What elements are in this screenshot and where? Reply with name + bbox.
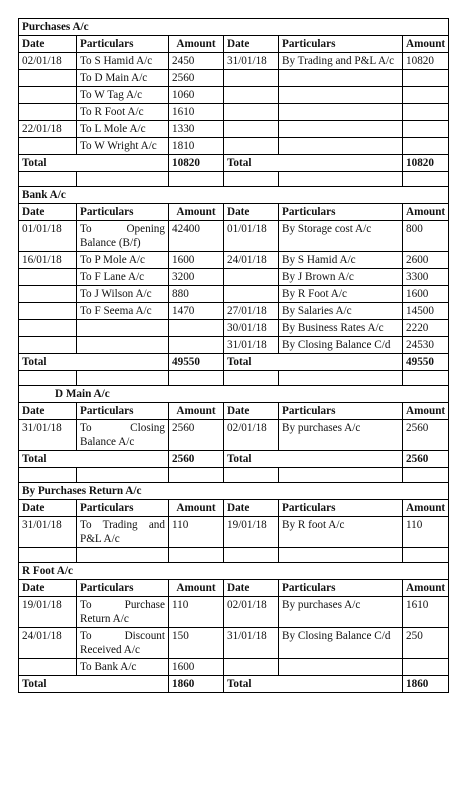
cell-amount: 2450	[169, 53, 224, 70]
cell-date	[19, 303, 77, 320]
cell-date: 30/01/18	[224, 320, 279, 337]
column-header-particulars: Particulars	[77, 500, 169, 517]
spacer-cell	[19, 468, 77, 483]
cell-amount	[403, 70, 449, 87]
cell-date: 01/01/18	[19, 221, 77, 252]
cell-date	[224, 659, 279, 676]
column-header-date: Date	[224, 36, 279, 53]
cell-date: 19/01/18	[19, 597, 77, 628]
cell-particulars: By R foot A/c	[279, 517, 403, 548]
spacer-cell	[279, 172, 403, 187]
cell-date	[19, 286, 77, 303]
cell-amount: 1060	[169, 87, 224, 104]
total-credit-amount: 1860	[403, 676, 449, 693]
cell-particulars: To F Lane A/c	[77, 269, 169, 286]
ledger-row	[19, 303, 449, 320]
total-row	[19, 451, 449, 468]
cell-particulars: By R Foot A/c	[279, 286, 403, 303]
cell-particulars: To W Tag A/c	[77, 87, 169, 104]
total-label: Total	[224, 155, 403, 172]
cell-date: 19/01/18	[224, 517, 279, 548]
account-title: D Main A/c	[19, 386, 449, 403]
cell-date	[19, 320, 77, 337]
cell-amount: 1810	[169, 138, 224, 155]
cell-particulars: By Business Rates A/c	[279, 320, 403, 337]
cell-date	[224, 70, 279, 87]
cell-particulars: To S Hamid A/c	[77, 53, 169, 70]
column-header-date: Date	[224, 204, 279, 221]
spacer-row	[19, 172, 449, 187]
column-header-amount: Amount	[169, 36, 224, 53]
cell-particulars	[77, 337, 169, 354]
column-header-particulars: Particulars	[279, 204, 403, 221]
cell-amount: 110	[403, 517, 449, 548]
cell-particulars: To Opening Balance (B/f)	[77, 221, 169, 252]
cell-date: 24/01/18	[19, 628, 77, 659]
cell-amount: 3300	[403, 269, 449, 286]
column-header-date: Date	[224, 500, 279, 517]
column-header-date: Date	[224, 403, 279, 420]
ledger-table	[18, 18, 449, 693]
ledger-body	[19, 19, 449, 693]
spacer-cell	[169, 371, 224, 386]
cell-amount: 24530	[403, 337, 449, 354]
column-header-amount: Amount	[169, 580, 224, 597]
cell-amount	[403, 104, 449, 121]
cell-particulars: To R Foot A/c	[77, 104, 169, 121]
cell-particulars: To Purchase Return A/c	[77, 597, 169, 628]
spacer-cell	[169, 468, 224, 483]
spacer-cell	[77, 468, 169, 483]
cell-particulars: To Discount Received A/c	[77, 628, 169, 659]
cell-particulars: To W Wright A/c	[77, 138, 169, 155]
column-header-amount: Amount	[403, 36, 449, 53]
column-header-amount: Amount	[403, 580, 449, 597]
ledger-row	[19, 628, 449, 659]
cell-date	[19, 87, 77, 104]
cell-amount: 250	[403, 628, 449, 659]
spacer-row	[19, 468, 449, 483]
column-header-date: Date	[19, 500, 77, 517]
total-label: Total	[19, 451, 169, 468]
total-credit-amount: 49550	[403, 354, 449, 371]
cell-date: 27/01/18	[224, 303, 279, 320]
total-debit-amount: 1860	[169, 676, 224, 693]
cell-date: 31/01/18	[224, 337, 279, 354]
total-label: Total	[19, 354, 169, 371]
spacer-cell	[403, 371, 449, 386]
cell-amount	[403, 659, 449, 676]
column-header-row	[19, 204, 449, 221]
ledger-row	[19, 70, 449, 87]
spacer-cell	[19, 548, 77, 563]
column-header-amount: Amount	[403, 403, 449, 420]
cell-particulars	[279, 659, 403, 676]
total-debit-amount: 49550	[169, 354, 224, 371]
ledger-row	[19, 597, 449, 628]
account-title: Purchases A/c	[19, 19, 449, 36]
column-header-particulars: Particulars	[279, 500, 403, 517]
column-header-date: Date	[19, 36, 77, 53]
column-header-date: Date	[224, 580, 279, 597]
cell-amount: 800	[403, 221, 449, 252]
account-title: Bank A/c	[19, 187, 449, 204]
cell-date	[224, 104, 279, 121]
cell-particulars	[279, 138, 403, 155]
cell-particulars: To P Mole A/c	[77, 252, 169, 269]
ledger-row	[19, 121, 449, 138]
cell-date	[19, 269, 77, 286]
total-debit-amount: 2560	[169, 451, 224, 468]
ledger-row	[19, 269, 449, 286]
total-label: Total	[19, 155, 169, 172]
cell-amount: 110	[169, 597, 224, 628]
spacer-cell	[77, 548, 169, 563]
spacer-cell	[279, 371, 403, 386]
cell-date: 02/01/18	[224, 420, 279, 451]
cell-amount: 880	[169, 286, 224, 303]
spacer-row	[19, 371, 449, 386]
cell-particulars	[77, 320, 169, 337]
total-label: Total	[224, 451, 403, 468]
cell-date	[224, 121, 279, 138]
column-header-particulars: Particulars	[279, 403, 403, 420]
column-header-date: Date	[19, 580, 77, 597]
cell-date	[19, 70, 77, 87]
cell-date	[224, 87, 279, 104]
cell-amount: 2600	[403, 252, 449, 269]
cell-amount: 1600	[169, 252, 224, 269]
column-header-amount: Amount	[403, 204, 449, 221]
cell-amount: 3200	[169, 269, 224, 286]
spacer-cell	[77, 172, 169, 187]
cell-date: 16/01/18	[19, 252, 77, 269]
column-header-particulars: Particulars	[279, 36, 403, 53]
spacer-cell	[77, 371, 169, 386]
column-header-row	[19, 580, 449, 597]
cell-particulars: By J Brown A/c	[279, 269, 403, 286]
account-title: R Foot A/c	[19, 563, 449, 580]
cell-date	[224, 269, 279, 286]
cell-date: 31/01/18	[224, 628, 279, 659]
cell-date	[19, 337, 77, 354]
cell-date	[19, 104, 77, 121]
cell-amount	[403, 138, 449, 155]
column-header-row	[19, 500, 449, 517]
account-title-row	[19, 187, 449, 204]
spacer-cell	[224, 172, 279, 187]
cell-particulars: By Storage cost A/c	[279, 221, 403, 252]
cell-amount	[403, 87, 449, 104]
ledger-row	[19, 286, 449, 303]
cell-particulars: By purchases A/c	[279, 420, 403, 451]
spacer-cell	[224, 548, 279, 563]
total-label: Total	[224, 354, 403, 371]
cell-particulars: To J Wilson A/c	[77, 286, 169, 303]
column-header-amount: Amount	[403, 500, 449, 517]
account-title-row	[19, 483, 449, 500]
ledger-row	[19, 337, 449, 354]
account-title-row	[19, 19, 449, 36]
ledger-row	[19, 53, 449, 70]
cell-particulars: By S Hamid A/c	[279, 252, 403, 269]
cell-amount: 1600	[169, 659, 224, 676]
cell-particulars: To D Main A/c	[77, 70, 169, 87]
cell-amount: 42400	[169, 221, 224, 252]
total-row	[19, 354, 449, 371]
ledger-row	[19, 252, 449, 269]
total-credit-amount: 2560	[403, 451, 449, 468]
cell-date: 02/01/18	[224, 597, 279, 628]
total-label: Total	[19, 676, 169, 693]
cell-amount: 14500	[403, 303, 449, 320]
cell-amount	[169, 337, 224, 354]
cell-date: 24/01/18	[224, 252, 279, 269]
column-header-amount: Amount	[169, 500, 224, 517]
column-header-amount: Amount	[169, 204, 224, 221]
cell-amount: 1470	[169, 303, 224, 320]
total-row	[19, 676, 449, 693]
cell-amount	[403, 121, 449, 138]
cell-date	[224, 138, 279, 155]
cell-particulars: By Salaries A/c	[279, 303, 403, 320]
cell-particulars	[279, 87, 403, 104]
column-header-date: Date	[19, 204, 77, 221]
spacer-cell	[403, 548, 449, 563]
column-header-particulars: Particulars	[77, 204, 169, 221]
spacer-cell	[279, 548, 403, 563]
cell-date	[19, 659, 77, 676]
total-credit-amount: 10820	[403, 155, 449, 172]
spacer-row	[19, 548, 449, 563]
cell-date	[224, 286, 279, 303]
cell-particulars: To Closing Balance A/c	[77, 420, 169, 451]
column-header-particulars: Particulars	[77, 403, 169, 420]
column-header-row	[19, 403, 449, 420]
spacer-cell	[224, 468, 279, 483]
spacer-cell	[169, 172, 224, 187]
cell-date: 31/01/18	[224, 53, 279, 70]
column-header-particulars: Particulars	[77, 36, 169, 53]
column-header-date: Date	[19, 403, 77, 420]
cell-particulars: To Trading and P&L A/c	[77, 517, 169, 548]
cell-particulars: To F Seema A/c	[77, 303, 169, 320]
total-label: Total	[224, 676, 403, 693]
cell-date: 22/01/18	[19, 121, 77, 138]
cell-amount: 2560	[403, 420, 449, 451]
spacer-cell	[403, 172, 449, 187]
ledger-row	[19, 517, 449, 548]
cell-amount: 10820	[403, 53, 449, 70]
cell-particulars: To L Mole A/c	[77, 121, 169, 138]
ledger-row	[19, 87, 449, 104]
cell-particulars: By purchases A/c	[279, 597, 403, 628]
cell-date: 02/01/18	[19, 53, 77, 70]
total-debit-amount: 10820	[169, 155, 224, 172]
cell-date: 31/01/18	[19, 517, 77, 548]
spacer-cell	[279, 468, 403, 483]
ledger-row	[19, 138, 449, 155]
cell-amount: 110	[169, 517, 224, 548]
ledger-row	[19, 320, 449, 337]
cell-particulars: By Closing Balance C/d	[279, 337, 403, 354]
spacer-cell	[403, 468, 449, 483]
cell-date: 01/01/18	[224, 221, 279, 252]
cell-amount: 150	[169, 628, 224, 659]
column-header-amount: Amount	[169, 403, 224, 420]
cell-amount: 1330	[169, 121, 224, 138]
cell-date: 31/01/18	[19, 420, 77, 451]
ledger-row	[19, 659, 449, 676]
cell-date	[19, 138, 77, 155]
cell-particulars: By Trading and P&L A/c	[279, 53, 403, 70]
spacer-cell	[169, 548, 224, 563]
column-header-row	[19, 36, 449, 53]
account-title: By Purchases Return A/c	[19, 483, 449, 500]
cell-particulars	[279, 104, 403, 121]
cell-amount	[169, 320, 224, 337]
account-title-row	[19, 386, 449, 403]
cell-particulars: By Closing Balance C/d	[279, 628, 403, 659]
cell-particulars	[279, 121, 403, 138]
column-header-particulars: Particulars	[77, 580, 169, 597]
total-row	[19, 155, 449, 172]
ledger-row	[19, 221, 449, 252]
cell-amount: 1610	[169, 104, 224, 121]
cell-amount: 2560	[169, 420, 224, 451]
ledger-row	[19, 420, 449, 451]
spacer-cell	[19, 172, 77, 187]
cell-amount: 1600	[403, 286, 449, 303]
cell-amount: 2560	[169, 70, 224, 87]
cell-particulars	[279, 70, 403, 87]
spacer-cell	[224, 371, 279, 386]
ledger-row	[19, 104, 449, 121]
cell-amount: 2220	[403, 320, 449, 337]
account-title-row	[19, 563, 449, 580]
spacer-cell	[19, 371, 77, 386]
column-header-particulars: Particulars	[279, 580, 403, 597]
cell-particulars: To Bank A/c	[77, 659, 169, 676]
cell-amount: 1610	[403, 597, 449, 628]
